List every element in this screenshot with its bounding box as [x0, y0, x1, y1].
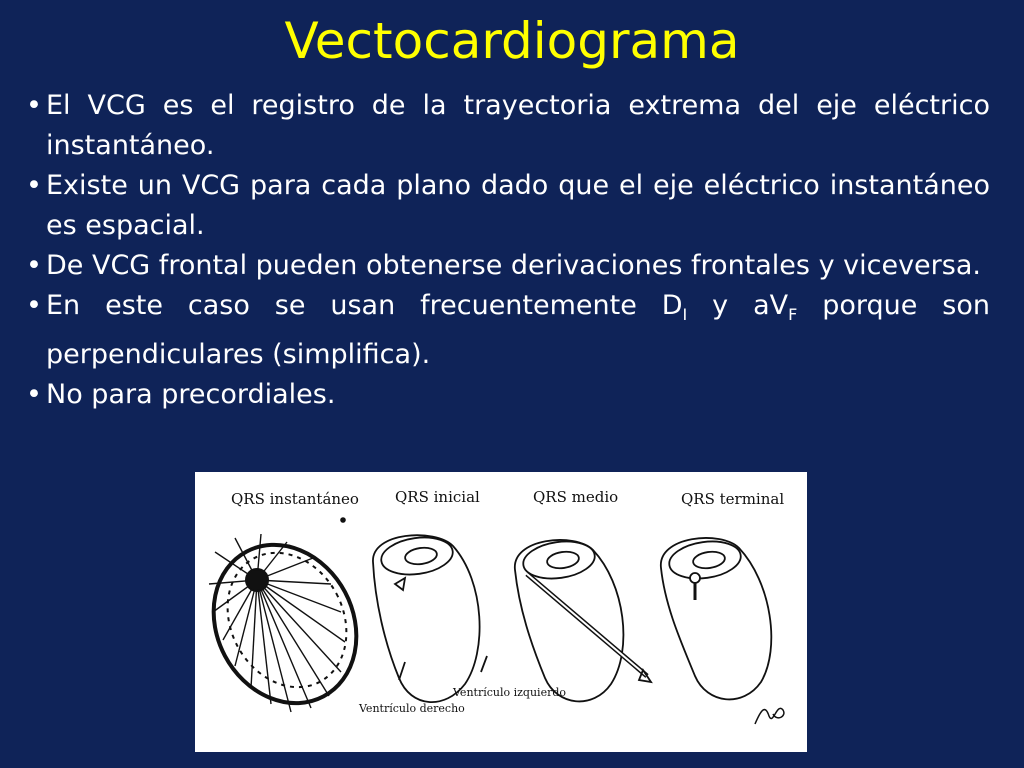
bullet-item [26, 286, 990, 375]
bullet-text: porque son perpendiculares (simplifica). [46, 290, 990, 370]
label-ventriculo-derecho: Ventrículo derecho [359, 702, 465, 715]
bullet-marker: • [26, 379, 42, 410]
panel-label-inicial: QRS inicial [395, 488, 480, 506]
bullet-text: No para precordiales. [46, 379, 336, 410]
bullet-text: y aV [687, 290, 789, 321]
slide-title: Vectocardiograma [284, 12, 740, 70]
heart-instantaneo [195, 518, 384, 728]
bullet-item [26, 86, 990, 166]
heart-terminal [661, 537, 771, 699]
panel-label-terminal: QRS terminal [681, 490, 785, 508]
qrs-illustration [195, 472, 807, 752]
bullet-text: Existe un VCG para cada plano dado que el eje eléctrico instantáneo es espacial. [46, 170, 990, 241]
bullet-marker: • [26, 290, 42, 321]
bullet-marker: • [26, 90, 42, 121]
bullet-item [26, 246, 990, 286]
label-ventriculo-izquierdo: Ventrículo izquierdo [453, 686, 566, 699]
heart-inicial [373, 533, 487, 702]
heart-medio [515, 537, 651, 701]
bullet-marker: • [26, 170, 42, 201]
subscript-i: I [682, 305, 688, 324]
panel-label-medio: QRS medio [533, 488, 619, 506]
signature-mark [755, 708, 784, 724]
subscript-f: F [788, 305, 798, 324]
bullet-list [26, 86, 990, 415]
bullet-text: En este caso se usan frecuentemente D [46, 290, 683, 321]
bullet-marker: • [26, 250, 42, 281]
panel-label-instantaneo: QRS instantáneo [231, 490, 359, 508]
bullet-text: El VCG es el registro de la trayectoria extrema del eje eléctrico instantáneo. [46, 90, 990, 161]
bullet-text: De VCG frontal pueden obtenerse derivaciones frontales y viceversa. [46, 250, 981, 281]
bullet-item [26, 375, 990, 415]
qrs-figure [195, 472, 807, 752]
bullet-item [26, 166, 990, 246]
